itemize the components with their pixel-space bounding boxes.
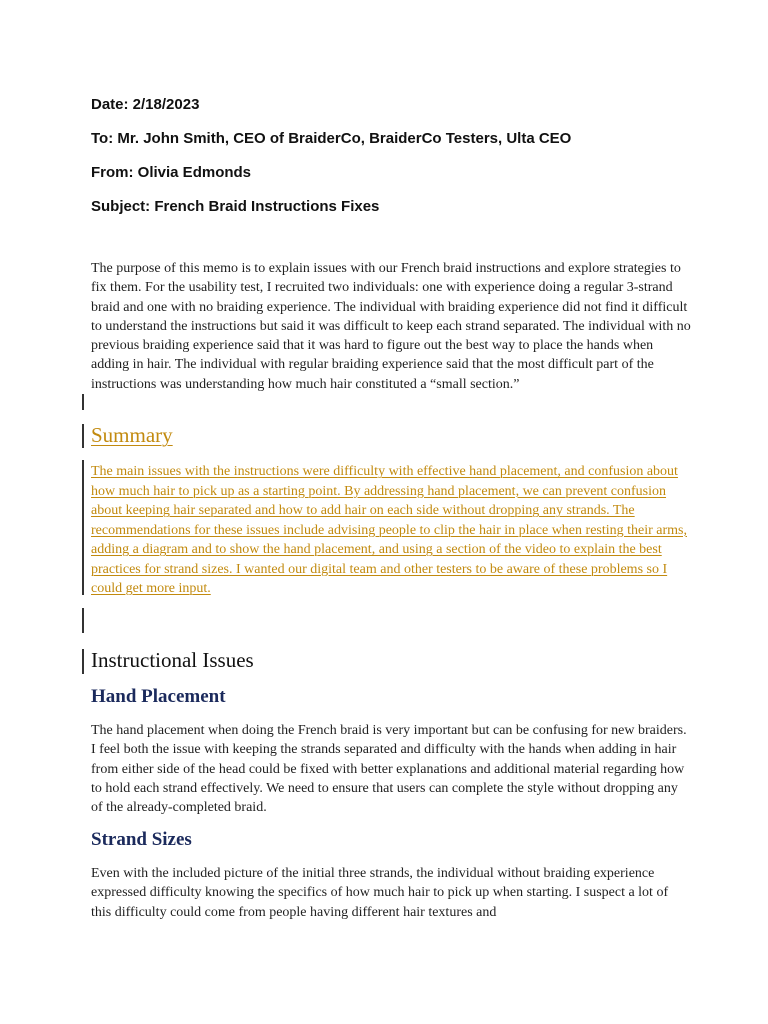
instructional-issues-heading: Instructional Issues xyxy=(91,648,254,672)
memo-to: To: Mr. John Smith, CEO of BraiderCo, BraiderCo Testers, Ulta CEO xyxy=(91,130,572,147)
strand-sizes-paragraph: Even with the included picture of the initial three strands, the individual without braiding experience expressed difficulty knowing the specifics of how much hair to pick up when starting. I suspect a lot of this difficulty could come from people having different hair textures and xyxy=(91,866,669,920)
change-bar xyxy=(82,424,84,448)
change-bar xyxy=(82,608,84,633)
strand-sizes-heading: Strand Sizes xyxy=(91,829,192,850)
hand-placement-heading: Hand Placement xyxy=(91,686,226,707)
summary-body: The main issues with the instructions were difficulty with effective hand placement, and confusion about how much hair to pick up as a starting point. By addressing hand placement, we can prevent confusion about keeping hair separated and how to add hair on each side without dropping any strands. The recommendations for these issues include advising people to clip the hair in place when resting their arms, adding a diagram and to show the hand placement, and using a section of the video to explain the best practices for strand sizes. I wanted our digital team and other testers to be aware of these problems so I could get more input. xyxy=(91,464,687,596)
memo-subject: Subject: French Braid Instructions Fixes xyxy=(91,198,380,215)
change-bar xyxy=(82,394,84,410)
memo-from: From: Olivia Edmonds xyxy=(91,164,252,181)
hand-placement-paragraph: The hand placement when doing the French braid is very important but can be confusing for new braiders. I feel both the issue with keeping the strands separated and difficulty with the hands when adding in hair from either side of the head could be fixed with better explanations and additional material regarding how to hold each strand effectively. We need to ensure that users can complete the style without dropping any of the already-completed braid. xyxy=(91,723,687,816)
intro-paragraph: The purpose of this memo is to explain issues with our French braid instructions and explore strategies to fix them. For the usability test, I recruited two individuals: one with experience doing a regular 3-strand braid and one with no braiding experience. The individual with braiding experience did not find it difficult to understand the instructions but said it was difficult to keep each strand separated. The individual with no previous braiding experience said that it was hard to figure out the best way to place the hands when adding in hair. The individual with regular braiding experience said that the most difficult part of the instructions was understanding how much hair constituted a “small section.” xyxy=(91,261,691,392)
summary-heading: Summary xyxy=(91,423,173,447)
change-bar xyxy=(82,649,84,674)
memo-date: Date: 2/18/2023 xyxy=(91,96,200,113)
change-bar xyxy=(82,460,84,595)
